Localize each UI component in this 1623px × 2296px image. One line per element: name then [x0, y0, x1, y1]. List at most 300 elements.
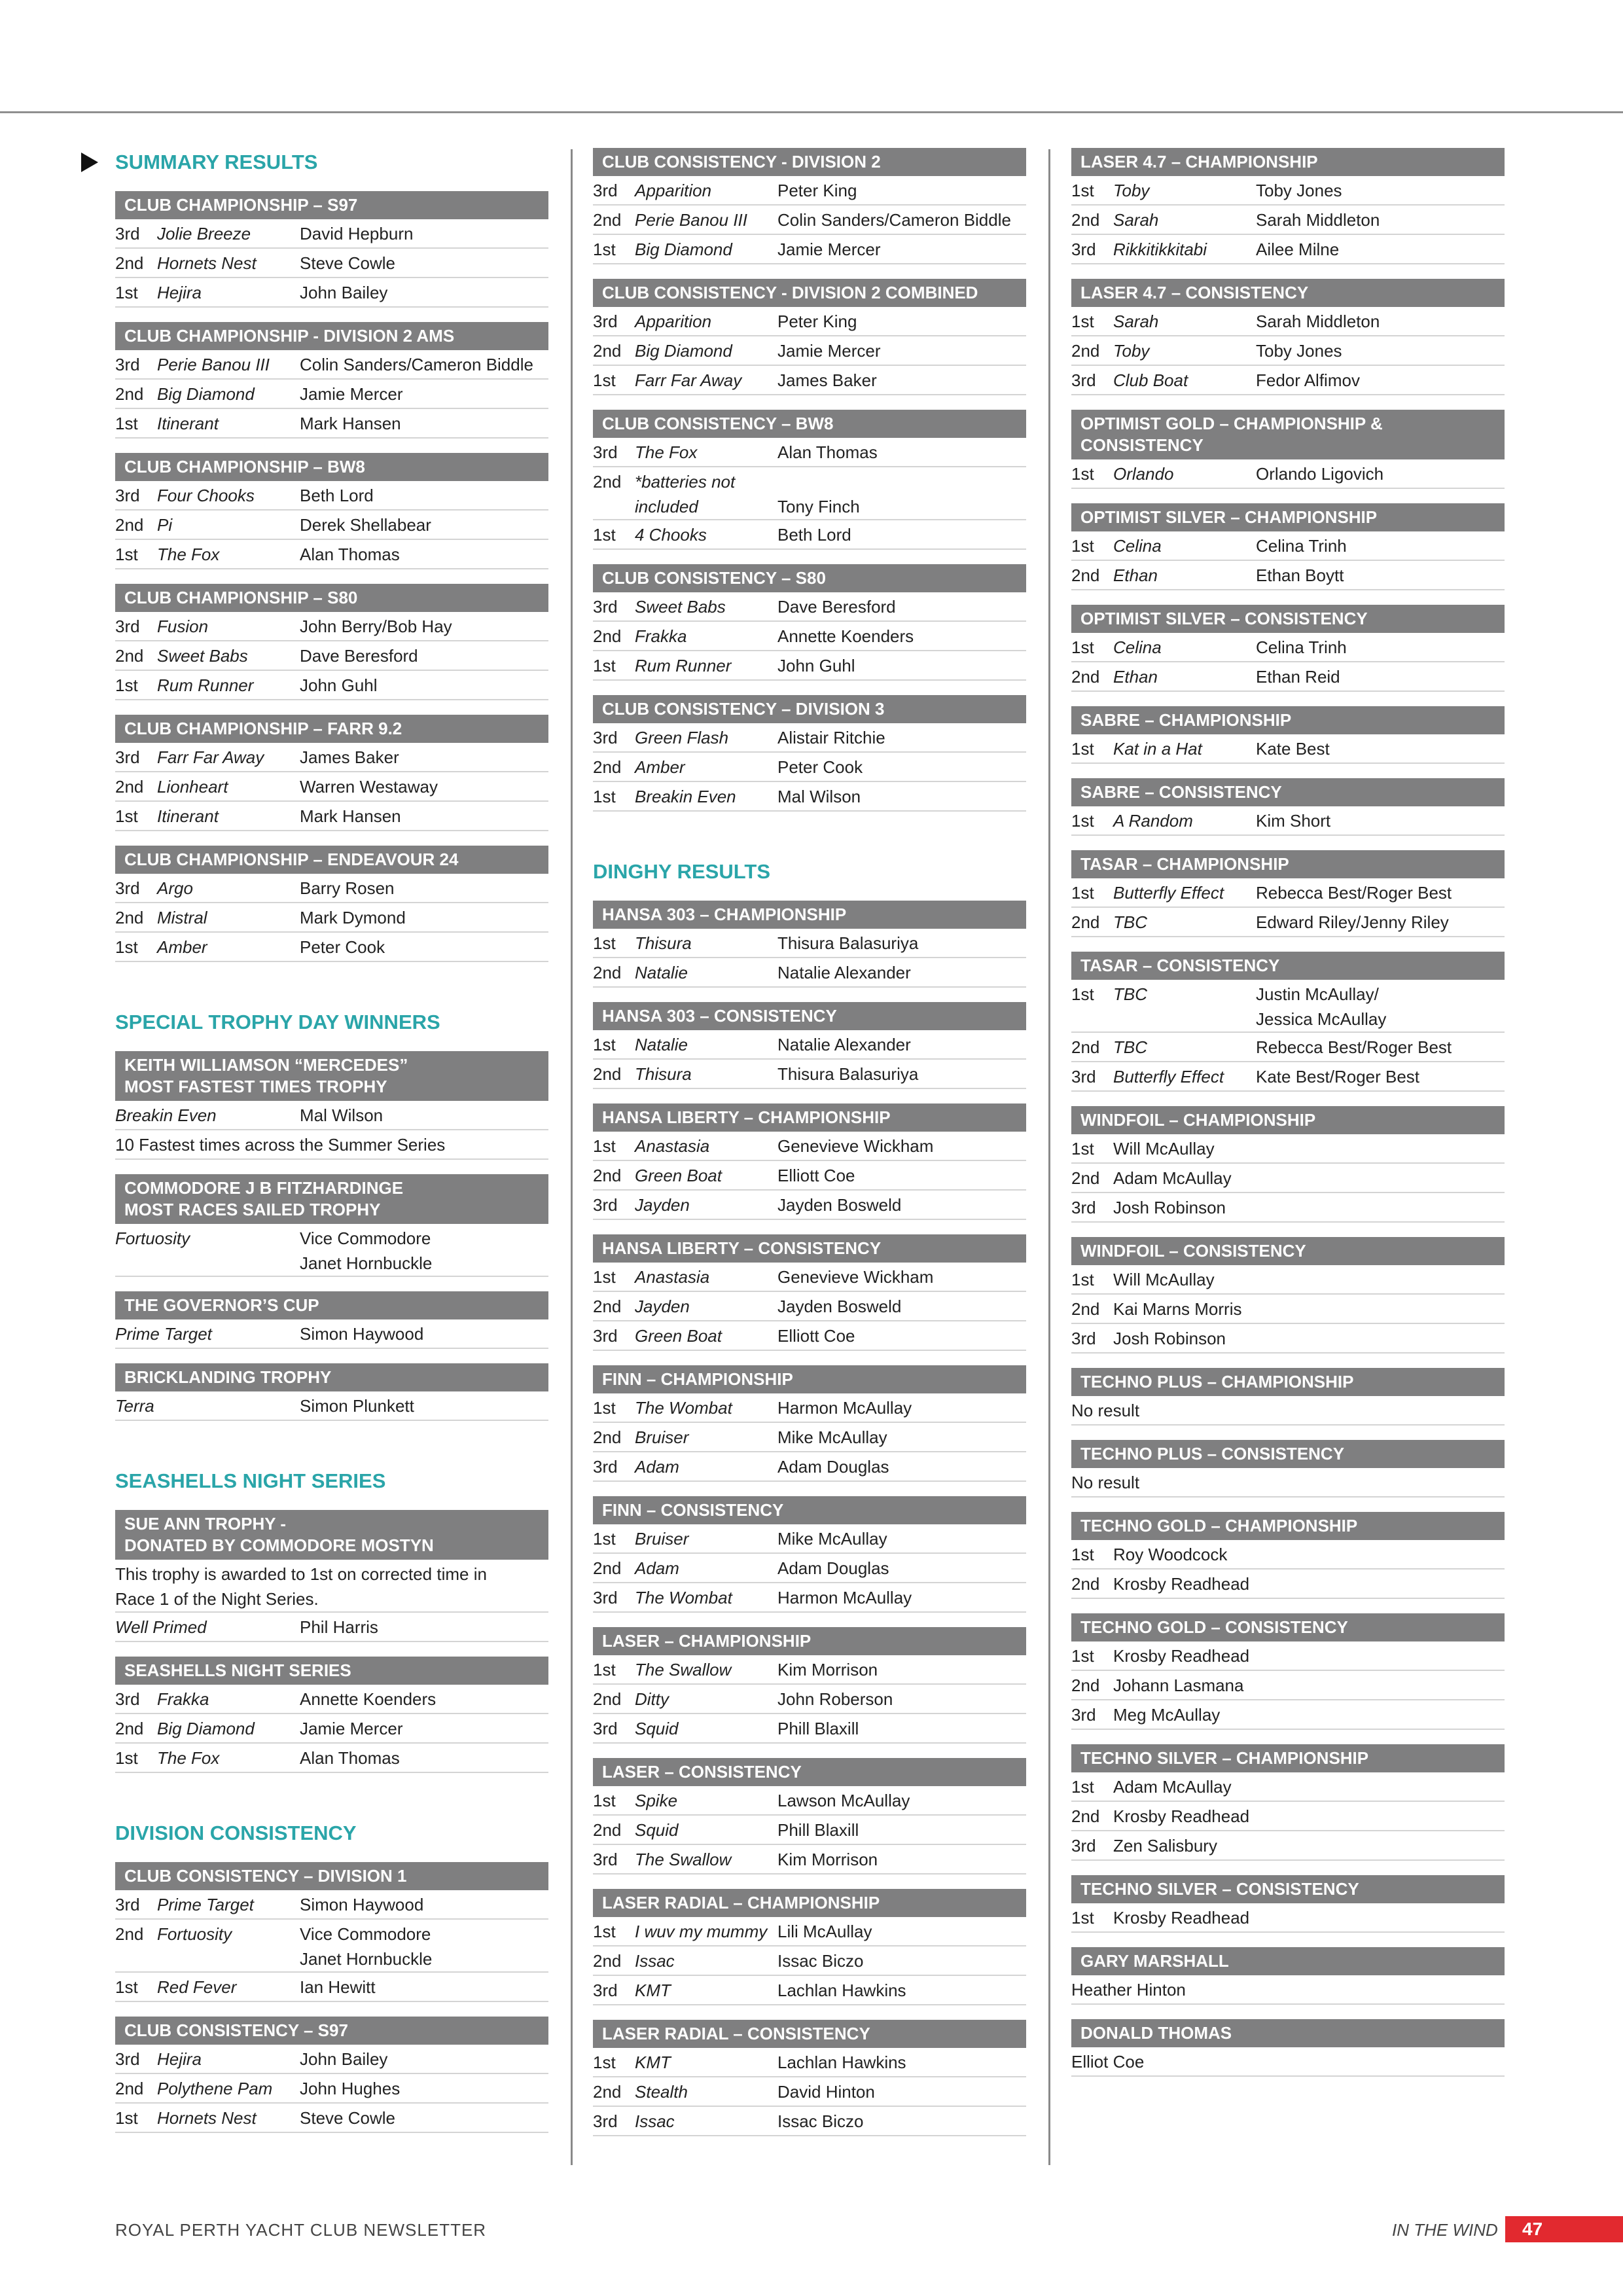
result-place: 2nd	[593, 963, 622, 982]
result-place: 2nd	[1071, 1299, 1100, 1319]
results-block	[115, 1051, 548, 1160]
result-boat: Spike	[635, 1791, 678, 1810]
results-block	[115, 1363, 548, 1421]
result-place: 1st	[115, 675, 138, 695]
result-place: 2nd	[115, 1924, 144, 1944]
result-boat: The Wombat	[635, 1588, 732, 1607]
results-block	[1071, 1613, 1505, 1730]
result-boat: Amber	[635, 757, 685, 777]
result-row	[115, 2074, 548, 2104]
result-boat: Natalie	[635, 963, 688, 982]
result-row	[115, 874, 548, 903]
result-boat: Polythene Pam	[157, 2079, 273, 2098]
result-row	[593, 1263, 1026, 1292]
result-sailor: Justin McAullay/ Jessica McAullay	[1256, 984, 1387, 1029]
result-sailor: Dave Beresford	[777, 597, 896, 617]
result-place: 1st	[1071, 1139, 1094, 1158]
result-row	[593, 1452, 1026, 1482]
result-sailor: Jamie Mercer	[300, 384, 403, 404]
results-block	[593, 1758, 1026, 1874]
result-boat: Jayden	[635, 1297, 690, 1316]
result-place: 1st	[115, 937, 138, 957]
result-boat: Natalie	[635, 1035, 688, 1054]
result-row	[115, 1890, 548, 1920]
section-title-text: DIVISION CONSISTENCY	[115, 1821, 357, 1844]
result-row	[1071, 662, 1505, 692]
result-place: 1st	[115, 545, 138, 564]
results-block	[1071, 2019, 1505, 2077]
result-boat: Four Chooks	[157, 486, 255, 505]
result-row	[115, 1224, 548, 1277]
result-row	[593, 1685, 1026, 1714]
result-sailor: Adam McAullay	[1113, 1777, 1232, 1797]
results-block-header: LASER – CONSISTENCY	[593, 1758, 1026, 1786]
results-block-header: HANSA LIBERTY – CHAMPIONSHIP	[593, 1103, 1026, 1132]
result-place: 3rd	[115, 617, 140, 636]
results-block-header: CLUB CONSISTENCY – DIVISION 3	[593, 695, 1026, 723]
results-block-header: LASER RADIAL – CHAMPIONSHIP	[593, 1889, 1026, 1917]
result-row	[1071, 1265, 1505, 1295]
result-place: 3rd	[115, 224, 140, 243]
footer-publication: ROYAL PERTH YACHT CLUB NEWSLETTER	[115, 2220, 487, 2240]
result-place: 1st	[593, 1791, 616, 1810]
result-place: 2nd	[593, 1689, 622, 1709]
result-place: 3rd	[1071, 370, 1096, 390]
result-row	[115, 1973, 548, 2002]
result-boat: I wuv my mummy	[635, 1922, 768, 1941]
results-block-header: OPTIMIST GOLD – CHAMPIONSHIP & CONSISTENCY	[1071, 410, 1505, 459]
result-sailor: Jamie Mercer	[300, 1719, 403, 1738]
results-block	[115, 1291, 548, 1349]
results-block-header: LASER RADIAL – CONSISTENCY	[593, 2020, 1026, 2048]
result-note-row	[115, 1560, 548, 1613]
result-boat: The Swallow	[635, 1660, 732, 1679]
result-row	[1071, 1295, 1505, 1324]
result-sailor: Kate Best	[1256, 739, 1330, 759]
column-right	[1071, 148, 1505, 2077]
result-boat: Argo	[157, 878, 193, 898]
result-boat: Green Flash	[635, 728, 729, 747]
result-row	[1071, 1772, 1505, 1802]
result-sailor: Tony Finch	[777, 497, 860, 516]
results-block-header: CLUB CONSISTENCY – DIVISION 1	[115, 1862, 548, 1890]
result-row	[1071, 531, 1505, 561]
result-sailor: Ian Hewitt	[300, 1977, 376, 1997]
result-sailor: Jamie Mercer	[777, 240, 881, 259]
result-row	[115, 2045, 548, 2074]
result-sailor: Alan Thomas	[300, 1748, 400, 1768]
result-boat: Fortuosity	[115, 1229, 190, 1248]
results-block-header: TECHNO PLUS – CHAMPIONSHIP	[1071, 1368, 1505, 1396]
result-note: Heather Hinton	[1071, 1980, 1186, 2000]
result-row	[593, 467, 1026, 520]
result-sailor: Edward Riley/Jenny Riley	[1256, 912, 1449, 932]
result-place: 1st	[593, 370, 616, 390]
results-block	[593, 148, 1026, 264]
results-block	[593, 410, 1026, 550]
result-boat: Issac	[635, 1951, 675, 1971]
result-boat: Squid	[635, 1719, 679, 1738]
results-block-header: CLUB CHAMPIONSHIP – S97	[115, 191, 548, 219]
result-sailor: Alan Thomas	[300, 545, 400, 564]
result-row	[115, 1391, 548, 1421]
result-row	[1071, 1903, 1505, 1933]
result-place: 2nd	[1071, 1037, 1100, 1057]
results-block-header: SABRE – CONSISTENCY	[1071, 778, 1505, 806]
result-place: 2nd	[1071, 565, 1100, 585]
results-block-header: CLUB CHAMPIONSHIP – ENDEAVOUR 24	[115, 846, 548, 874]
result-boat: Sweet Babs	[157, 646, 248, 666]
result-boat: Anastasia	[635, 1136, 710, 1156]
result-sailor: Mark Hansen	[300, 414, 401, 433]
result-sailor: James Baker	[777, 370, 877, 390]
column-middle	[593, 148, 1026, 2136]
results-block-header: SABRE – CHAMPIONSHIP	[1071, 706, 1505, 734]
result-row	[593, 1393, 1026, 1423]
result-row	[593, 235, 1026, 264]
result-place: 2nd	[115, 515, 144, 535]
result-place: 3rd	[1071, 1198, 1096, 1217]
result-sailor: John Guhl	[777, 656, 855, 675]
results-block	[593, 1103, 1026, 1220]
result-sailor: Kai Marns Morris	[1113, 1299, 1242, 1319]
result-place: 1st	[1071, 181, 1094, 200]
result-boat: Well Primed	[115, 1617, 207, 1637]
result-boat: Bruiser	[635, 1529, 689, 1549]
result-row	[593, 307, 1026, 336]
result-place: 2nd	[593, 757, 622, 777]
results-block-header: WINDFOIL – CONSISTENCY	[1071, 1237, 1505, 1265]
result-sailor: Ailee Milne	[1256, 240, 1340, 259]
results-block-header: THE GOVERNOR’S CUP	[115, 1291, 548, 1319]
result-note: 10 Fastest times across the Summer Series	[115, 1135, 446, 1155]
result-sailor: Derek Shellabear	[300, 515, 431, 535]
result-sailor: James Baker	[300, 747, 399, 767]
result-boat: KMT	[635, 2053, 671, 2072]
result-sailor: Krosby Readhead	[1113, 1806, 1250, 1826]
result-sailor: Phil Harris	[300, 1617, 378, 1637]
result-row	[593, 1583, 1026, 1613]
result-boat: Sarah	[1113, 210, 1159, 230]
result-sailor: Simon Haywood	[300, 1324, 424, 1344]
results-block-header: TASAR – CHAMPIONSHIP	[1071, 850, 1505, 878]
result-boat: Toby	[1113, 181, 1150, 200]
result-place: 1st	[593, 2053, 616, 2072]
result-sailor: Peter King	[777, 181, 857, 200]
result-row	[1071, 908, 1505, 937]
result-place: 1st	[593, 933, 616, 953]
result-place: 2nd	[593, 1064, 622, 1084]
result-sailor: Natalie Alexander	[777, 1035, 911, 1054]
result-row	[115, 2104, 548, 2133]
result-sailor: Zen Salisbury	[1113, 1836, 1217, 1856]
result-sailor: Elliott Coe	[777, 1326, 855, 1346]
result-row	[593, 1655, 1026, 1685]
results-block	[115, 1657, 548, 1773]
result-place: 2nd	[593, 1427, 622, 1447]
results-block-header: COMMODORE J B FITZHARDINGE MOST RACES SAILED TROPHY	[115, 1174, 548, 1224]
result-sailor: Celina Trinh	[1256, 637, 1347, 657]
result-boat: Orlando	[1113, 464, 1174, 484]
result-row	[593, 1292, 1026, 1321]
result-sailor: Josh Robinson	[1113, 1198, 1226, 1217]
result-sailor: Will McAullay	[1113, 1270, 1215, 1289]
result-row	[115, 903, 548, 933]
result-sailor: Mike McAullay	[777, 1427, 887, 1447]
results-block-header: SEASHELLS NIGHT SERIES	[115, 1657, 548, 1685]
result-row	[115, 772, 548, 802]
result-note: No result	[1071, 1401, 1140, 1420]
result-row	[593, 753, 1026, 782]
results-block	[115, 584, 548, 700]
result-place: 2nd	[1071, 1168, 1100, 1188]
result-place: 3rd	[115, 1689, 140, 1709]
result-row	[593, 520, 1026, 550]
results-block	[593, 1627, 1026, 1744]
result-place: 1st	[1071, 739, 1094, 759]
results-block	[1071, 1237, 1505, 1354]
result-place: 2nd	[115, 2079, 144, 2098]
result-sailor: Rebecca Best/Roger Best	[1256, 883, 1452, 903]
result-boat: Hejira	[157, 2049, 202, 2069]
results-block-header: DONALD THOMAS	[1071, 2019, 1505, 2047]
result-row	[593, 1524, 1026, 1554]
results-block	[1071, 778, 1505, 836]
result-row	[1071, 1570, 1505, 1599]
result-place: 1st	[593, 1660, 616, 1679]
result-sailor: Rebecca Best/Roger Best	[1256, 1037, 1452, 1057]
result-row	[593, 592, 1026, 622]
result-place: 2nd	[593, 1297, 622, 1316]
results-block-header: CLUB CHAMPIONSHIP – S80	[115, 584, 548, 612]
result-sailor: Sarah Middleton	[1256, 312, 1380, 331]
result-sailor: Krosby Readhead	[1113, 1646, 1250, 1666]
result-sailor: Alan Thomas	[777, 442, 878, 462]
result-place: 3rd	[593, 1195, 618, 1215]
result-boat: Amber	[157, 937, 207, 957]
result-sailor: Steve Cowle	[300, 2108, 395, 2128]
result-row	[1071, 1033, 1505, 1062]
result-sailor: Mark Hansen	[300, 806, 401, 826]
result-place: 1st	[115, 2108, 138, 2128]
result-place: 2nd	[115, 646, 144, 666]
result-boat: Farr Far Away	[635, 370, 742, 390]
results-block-header: TASAR – CONSISTENCY	[1071, 952, 1505, 980]
result-sailor: Peter King	[777, 312, 857, 331]
result-row	[115, 1744, 548, 1773]
result-sailor: John Bailey	[300, 283, 388, 302]
result-row	[115, 511, 548, 540]
result-note-row	[1071, 1975, 1505, 2005]
result-sailor: Elliott Coe	[777, 1166, 855, 1185]
results-block	[1071, 1368, 1505, 1426]
result-row	[593, 929, 1026, 958]
results-block	[1071, 1744, 1505, 1861]
result-note-row	[1071, 2047, 1505, 2077]
result-place: 1st	[1071, 312, 1094, 331]
result-boat: Apparition	[635, 181, 712, 200]
result-note: This trophy is awarded to 1st on corrected time in Race 1 of the Night Series.	[115, 1564, 487, 1609]
result-boat: Sweet Babs	[635, 597, 726, 617]
result-place: 1st	[593, 1922, 616, 1941]
results-block	[1071, 1512, 1505, 1599]
results-block-header: TECHNO SILVER – CHAMPIONSHIP	[1071, 1744, 1505, 1772]
result-place: 3rd	[593, 1588, 618, 1607]
result-row	[593, 958, 1026, 988]
result-row	[1071, 980, 1505, 1033]
result-sailor: Mal Wilson	[300, 1105, 383, 1125]
top-rule	[0, 111, 1623, 113]
result-boat: Squid	[635, 1820, 679, 1840]
result-place: 2nd	[1071, 341, 1100, 361]
result-sailor: Toby Jones	[1256, 341, 1342, 361]
page-number: 47	[1505, 2216, 1623, 2242]
result-boat: Ditty	[635, 1689, 669, 1709]
result-place: 1st	[1071, 1777, 1094, 1797]
result-note: Elliot Coe	[1071, 2052, 1145, 2072]
result-row	[593, 176, 1026, 206]
result-row	[115, 641, 548, 671]
result-boat: The Fox	[635, 442, 698, 462]
result-sailor: Vice Commodore Janet Hornbuckle	[300, 1229, 433, 1273]
result-row	[593, 1060, 1026, 1089]
results-block-header: BRICKLANDING TROPHY	[115, 1363, 548, 1391]
result-boat: Big Diamond	[635, 341, 732, 361]
result-boat: Thisura	[635, 1064, 692, 1084]
result-row	[1071, 176, 1505, 206]
result-sailor: Alistair Ritchie	[777, 728, 885, 747]
result-place: 2nd	[115, 1719, 144, 1738]
result-place: 3rd	[593, 1719, 618, 1738]
results-block-header: FINN – CHAMPIONSHIP	[593, 1365, 1026, 1393]
result-sailor: Mal Wilson	[777, 787, 861, 806]
result-place: 1st	[1071, 464, 1094, 484]
result-row	[1071, 1641, 1505, 1671]
result-row	[593, 723, 1026, 753]
result-place: 1st	[593, 1398, 616, 1418]
section-title-text: DINGHY RESULTS	[593, 860, 770, 883]
result-sailor: Adam Douglas	[777, 1558, 889, 1578]
result-note: No result	[1071, 1473, 1140, 1492]
result-place: 3rd	[593, 1981, 618, 2000]
result-place: 3rd	[1071, 240, 1096, 259]
result-row	[115, 612, 548, 641]
result-place: 3rd	[593, 181, 618, 200]
results-block	[115, 453, 548, 569]
column-divider	[571, 149, 573, 2165]
results-block	[593, 564, 1026, 681]
result-sailor: Sarah Middleton	[1256, 210, 1380, 230]
results-block-header: HANSA LIBERTY – CONSISTENCY	[593, 1234, 1026, 1263]
result-place: 1st	[1071, 984, 1094, 1004]
results-block	[593, 2020, 1026, 2136]
result-row	[1071, 1324, 1505, 1354]
result-place: 1st	[593, 787, 616, 806]
result-sailor: Mark Dymond	[300, 908, 406, 927]
result-sailor: Fedor Alfimov	[1256, 370, 1360, 390]
result-row	[115, 743, 548, 772]
results-block-header: HANSA 303 – CONSISTENCY	[593, 1002, 1026, 1030]
results-block	[115, 1862, 548, 2002]
result-boat: Fusion	[157, 617, 209, 636]
result-row	[593, 1946, 1026, 1976]
result-row	[115, 1714, 548, 1744]
result-row	[1071, 336, 1505, 366]
result-sailor: John Roberson	[777, 1689, 893, 1709]
result-sailor: Simon Haywood	[300, 1895, 424, 1914]
result-place: 2nd	[1071, 210, 1100, 230]
result-boat: TBC	[1113, 1037, 1147, 1057]
result-boat: Big Diamond	[157, 384, 255, 404]
result-boat: The Fox	[157, 1748, 220, 1768]
result-boat: Green Boat	[635, 1166, 722, 1185]
result-sailor: Kate Best/Roger Best	[1256, 1067, 1420, 1086]
result-boat: Issac	[635, 2111, 675, 2131]
result-sailor: John Berry/Bob Hay	[300, 617, 452, 636]
result-row	[593, 1132, 1026, 1161]
result-row	[593, 782, 1026, 812]
result-boat: Terra	[115, 1396, 154, 1416]
result-boat: The Fox	[157, 545, 220, 564]
result-place: 1st	[1071, 811, 1094, 831]
result-boat: Pi	[157, 515, 173, 535]
result-boat: Green Boat	[635, 1326, 722, 1346]
result-row	[593, 2077, 1026, 2107]
results-block	[1071, 952, 1505, 1092]
result-boat: Sarah	[1113, 312, 1159, 331]
result-boat: Perie Banou III	[157, 355, 270, 374]
result-place: 3rd	[593, 2111, 618, 2131]
result-place: 1st	[115, 1977, 138, 1997]
results-block	[115, 191, 548, 308]
result-sailor: Peter Cook	[777, 757, 863, 777]
result-place: 2nd	[593, 1820, 622, 1840]
result-boat: KMT	[635, 1981, 671, 2000]
result-sailor: Jayden Bosweld	[777, 1195, 902, 1215]
result-row	[115, 1319, 548, 1349]
triangle-marker-icon	[81, 152, 98, 172]
result-place: 1st	[1071, 1270, 1094, 1289]
results-block-header: CLUB CONSISTENCY – S97	[115, 2017, 548, 2045]
result-row	[115, 481, 548, 511]
results-block	[115, 1174, 548, 1277]
result-boat: Butterfly Effect	[1113, 1067, 1224, 1086]
result-boat: Celina	[1113, 637, 1162, 657]
results-block	[593, 901, 1026, 988]
result-row	[593, 206, 1026, 235]
result-place: 2nd	[593, 1558, 622, 1578]
result-sailor: Warren Westaway	[300, 777, 438, 797]
results-block-header: HANSA 303 – CHAMPIONSHIP	[593, 901, 1026, 929]
result-place: 1st	[115, 806, 138, 826]
result-sailor: Lawson McAullay	[777, 1791, 910, 1810]
results-block	[593, 695, 1026, 812]
result-place: 1st	[115, 283, 138, 302]
results-block-header: TECHNO PLUS – CONSISTENCY	[1071, 1440, 1505, 1468]
result-row	[593, 1161, 1026, 1191]
results-block-header: WINDFOIL – CHAMPIONSHIP	[1071, 1106, 1505, 1134]
result-boat: Mistral	[157, 908, 207, 927]
result-boat: Lionheart	[157, 777, 228, 797]
result-sailor: Ethan Boytt	[1256, 565, 1344, 585]
result-boat: *batteries not included	[635, 472, 736, 516]
result-row	[115, 409, 548, 439]
results-block	[1071, 1875, 1505, 1933]
result-row	[115, 540, 548, 569]
result-sailor: Steve Cowle	[300, 253, 395, 273]
result-sailor: Mike McAullay	[777, 1529, 887, 1549]
result-place: 2nd	[1071, 1806, 1100, 1826]
